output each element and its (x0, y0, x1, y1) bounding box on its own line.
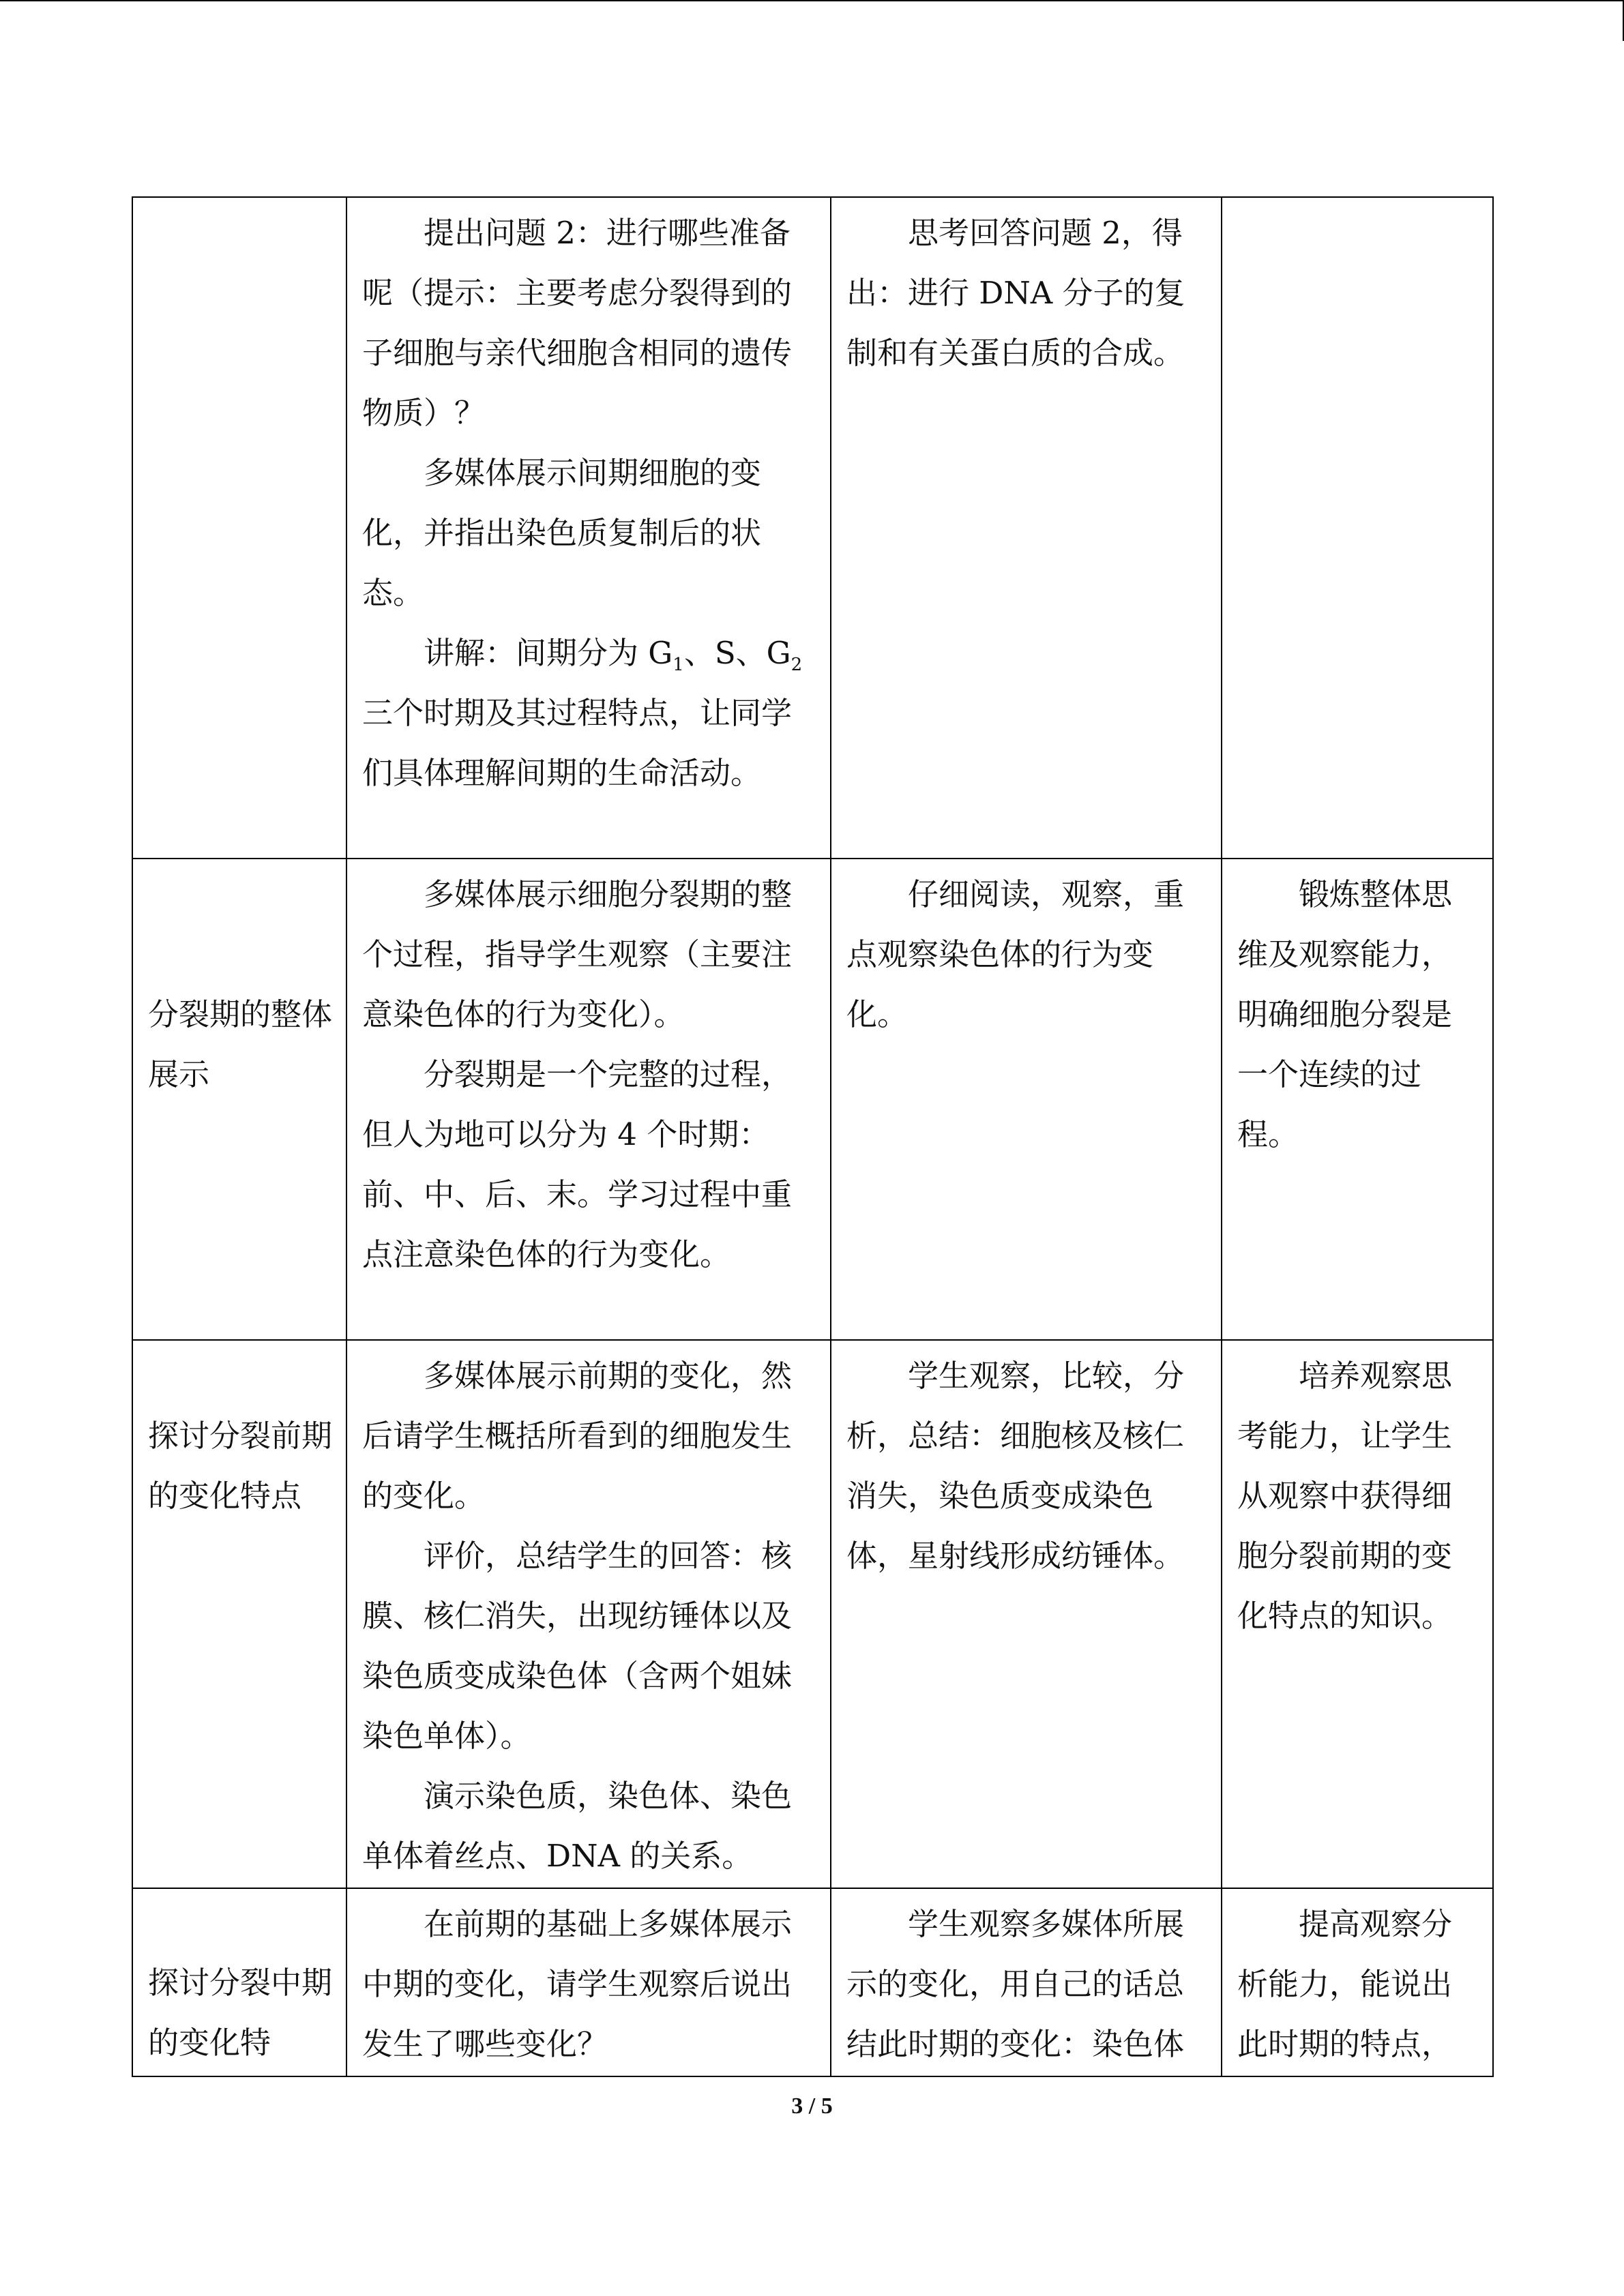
student-activity-cell (831, 197, 1222, 859)
page-top-border (0, 0, 1624, 1)
student-activity-cell (831, 1888, 1222, 2076)
teacher-paragraph: 评价，总结学生的回答：核膜、核仁消失，出现纺锤体以及染色质变成染色体（含两个姐妹染色单体）。 (362, 1538, 793, 1754)
table-row-prophase (132, 1340, 1493, 1888)
page-number: 3 / 5 (791, 2093, 833, 2119)
student-activity-cell (831, 859, 1222, 1340)
intent-paragraph: 提高观察分析能力，能说出此时期的特点， (1237, 1906, 1453, 2062)
teacher-paragraph: 多媒体展示细胞分裂期的整个过程，指导学生观察（主要注意染色体的行为变化）。 (362, 876, 793, 1032)
table-row-interphase (132, 197, 1493, 859)
design-intent-cell (1222, 859, 1493, 1340)
student-paragraph: 思考回答问题 2，得出：进行 DNA 分子的复制和有关蛋白质的合成。 (846, 215, 1185, 371)
student-paragraph: 仔细阅读，观察，重点观察染色体的行为变化。 (846, 876, 1185, 1032)
subscript: 1 (673, 655, 684, 675)
teacher-paragraph: 多媒体展示前期的变化，然后请学生概括所看到的细胞发生的变化。 (362, 1358, 793, 1514)
text-fragment: 、S、G (683, 635, 791, 671)
teacher-activity-cell (346, 1340, 831, 1888)
teacher-paragraph: 分裂期是一个完整的过程，但人为地可以分为 4 个时期：前、中、后、末。学习过程中重点注意染色体的行为变化。 (362, 1056, 793, 1272)
stage-cell (132, 197, 346, 859)
teacher-paragraph: 提出问题 2：进行哪些准备呢（提示：主要考虑分裂得到的子细胞与亲代细胞含相同的遗传物质）？ (362, 215, 793, 431)
student-activity-cell (831, 1340, 1222, 1888)
intent-paragraph: 培养观察思考能力，让学生从观察中获得细胞分裂前期的变化特点的知识。 (1237, 1358, 1453, 1634)
design-intent-cell (1222, 1888, 1493, 2076)
design-intent-cell (1222, 197, 1493, 859)
lesson-plan-table (132, 196, 1494, 2077)
table-row-division-overview (132, 859, 1493, 1340)
subscript: 2 (791, 655, 803, 675)
table-row-metaphase (132, 1888, 1493, 2076)
teacher-activity-cell (346, 1888, 831, 2076)
stage-cell: 分裂期的整体展示 (132, 859, 346, 1340)
teacher-paragraph: 多媒体展示间期细胞的变化，并指出染色质复制后的状态。 (362, 455, 762, 611)
text-fragment: 三个时期及其过程特点，让同学们具体理解间期的生命活动。 (362, 695, 793, 791)
design-intent-cell (1222, 1340, 1493, 1888)
text-fragment: 讲解：间期分为 G (424, 635, 673, 671)
teacher-paragraph: 在前期的基础上多媒体展示中期的变化，请学生观察后说出发生了哪些变化？ (362, 1906, 793, 2062)
student-paragraph: 学生观察，比较，分析，总结：细胞核及核仁消失，染色质变成染色体，星射线形成纺锤体。 (846, 1358, 1185, 1574)
intent-paragraph: 锻炼整体思维及观察能力，明确细胞分裂是一个连续的过程。 (1237, 876, 1453, 1152)
teacher-activity-cell (346, 859, 831, 1340)
teacher-activity-cell (346, 197, 831, 859)
teacher-paragraph (362, 623, 816, 803)
teacher-paragraph: 演示染色质，染色体、染色单体着丝点、DNA 的关系。 (362, 1778, 793, 1874)
student-paragraph: 学生观察多媒体所展示的变化，用自己的话总结此时期的变化：染色体 (846, 1906, 1185, 2062)
stage-cell: 探讨分裂中期的变化特 (132, 1888, 346, 2076)
stage-cell: 探讨分裂前期的变化特点 (132, 1340, 346, 1888)
